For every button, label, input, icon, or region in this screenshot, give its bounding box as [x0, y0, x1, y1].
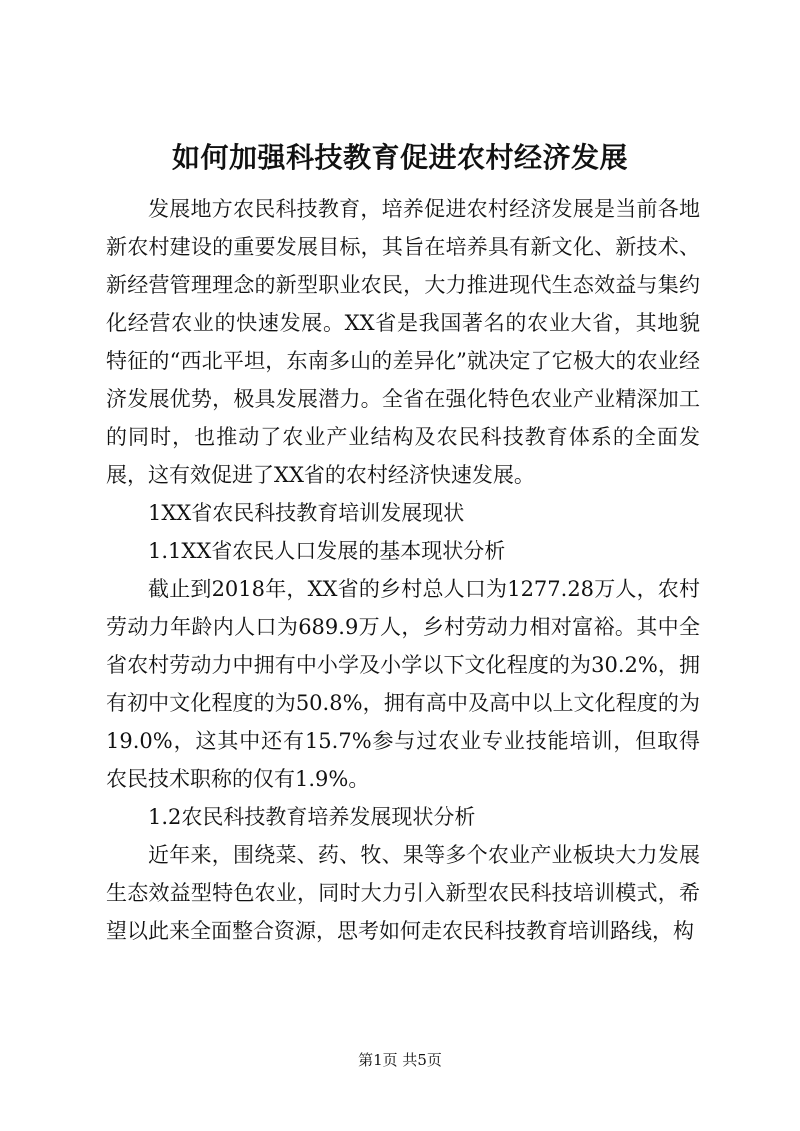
paragraph-population: 截止到2018年，XX省的乡村总人口为1277.28万人，农村劳动力年龄内人口为689.9万人，乡村劳动力相对富裕。其中全省农村劳动力中拥有中小学及小学以下文化程度的为30.2%，拥有初中文化程度的为50.8%，拥有高中及高中以上文化程度的为19.0%，这其中还有15.7%参与过农业专业技能培训，但取得农民技术职称的仅有1.9%。: [106, 577, 701, 791]
section-heading-1-2: 1.2农民科技教育培养发展现状分析: [148, 805, 476, 829]
section-heading-1-1: 1.1XX省农民人口发展的基本现状分析: [148, 539, 506, 563]
document-body: [106, 190, 700, 950]
paragraph-intro: 发展地方农民科技教育，培养促进农村经济发展是当前各地新农村建设的重要发展目标，其旨在培养具有新文化、新技术、新经营管理理念的新型职业农民，大力推进现代生态效益与集约化经营农业的快速发展。XX省是我国著名的农业大省，其地貌特征的“西北平坦，东南多山的差异化”就决定了它极大的农业经济发展优势，极具发展潜力。全省在强化特色农业产业精深加工的同时，也推动了农业产业结构及农民科技教育体系的全面发展，这有效促进了XX省的农村经济快速发展。: [106, 197, 700, 487]
paragraph-training: 近年来，围绕菜、药、牧、果等多个农业产业板块大力发展生态效益型特色农业，同时大力引入新型农民科技培训模式，希望以此来全面整合资源，思考如何走农民科技教育培训路线，构: [106, 843, 700, 943]
document-title: 如何加强科技教育促进农村经济发展: [171, 141, 628, 174]
section-heading-1: 1XX省农民科技教育培训发展现状: [148, 501, 465, 525]
page-footer: 第1页 共5页: [358, 1051, 442, 1069]
